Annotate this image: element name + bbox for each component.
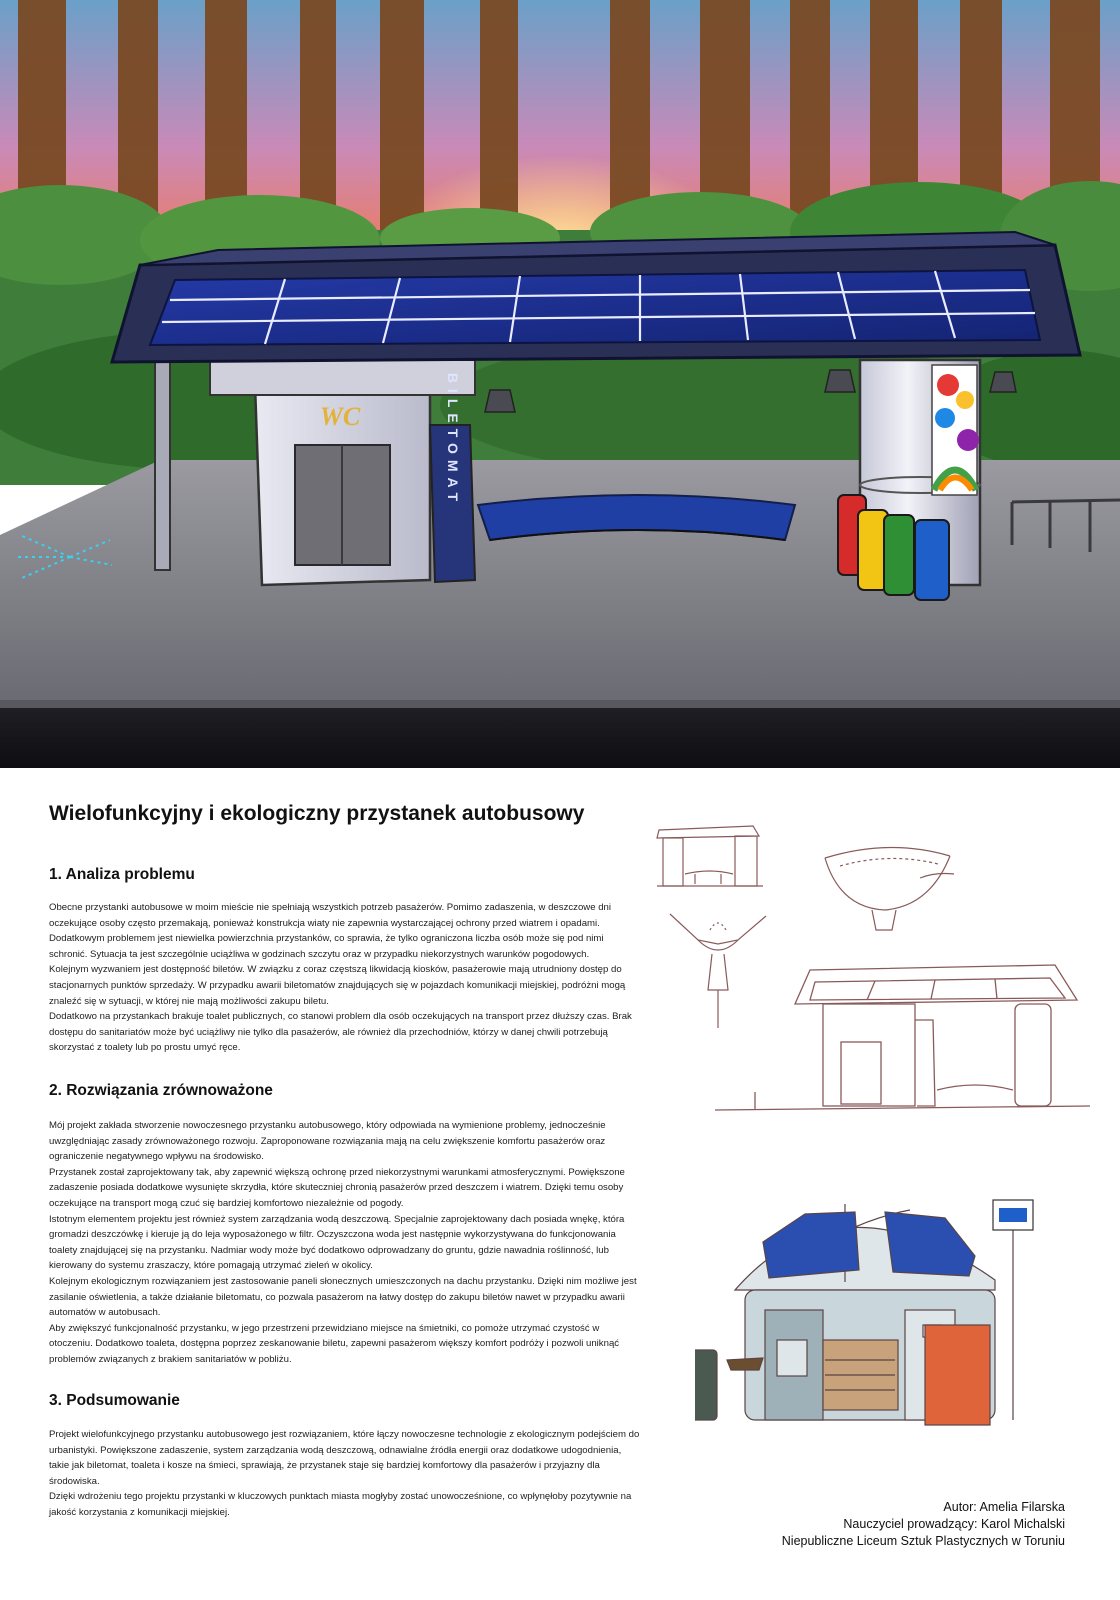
author: Autor: Amelia Filarska — [943, 1500, 1065, 1514]
section-analysis-body — [49, 900, 641, 1056]
credits — [782, 1499, 1065, 1550]
sketch-shelter-small — [655, 822, 765, 894]
document-title: Wielofunkcyjny i ekologiczny przystanek autobusowy — [49, 802, 585, 825]
section-heading-analysis: 1. Analiza problemu — [49, 866, 195, 883]
hero-illustration — [0, 0, 1120, 768]
ticket-machine-label: BILETOMAT — [445, 372, 461, 508]
section-heading-solutions: 2. Rozwiązania zrównoważone — [49, 1082, 273, 1099]
sketch-dome-shelter — [695, 1170, 1070, 1435]
teacher: Nauczyciel prowadzący: Karol Michalski — [843, 1517, 1065, 1531]
sketch-roof-bowl — [820, 838, 960, 938]
solar-roof — [112, 232, 1080, 362]
paragraph: Istotnym elementem projektu jest również system zarządzania wodą deszczową. Specjalnie zaprojektowany dach posiada wnękę, która gromadzi deszczówkę i kieruje ją do leja wyposażonego w filtr. Oczyszczona woda jest następnie wykorzystywana do funkcjonowania toalety znajdującej się na przystanku. Nadmiar wody może być dodatkowo odprowadzany do gruntu, gdzie nawadnia roślinność, lub kierowany do systemu zraszaczy, które pomagają utrzymać zieleń w okolicy. — [49, 1213, 625, 1272]
paragraph: Mój projekt zakłada stworzenie nowoczesnego przystanku autobusowego, który odpowiada na wymienione problemy, jednocześnie uwzględniając zasady zrównoważonego rozwoju. Zaproponowane rozwiązania mają na celu zwiększenie komfortu pasażerów oraz ograniczenie negatywnego wpływu na środowisko. — [49, 1120, 606, 1163]
section-heading-summary: 3. Podsumowanie — [49, 1392, 180, 1409]
school: Niepubliczne Liceum Sztuk Plastycznych w Toruniu — [781, 1534, 1065, 1548]
paragraph: Aby zwiększyć funkcjonalność przystanku, w jego przestrzeni przewidziano miejsce na śmietniki, co pomoże utrzymać czystość w otoczeniu. Dodatkowo toaleta, dostępna poprzez zeskanowanie biletu, zapewni pasażerom większy komfort podróży i pozwoli uniknąć problemów związanych z brakiem sanitariatów w pobliżu. — [49, 1322, 620, 1365]
paragraph: Kolejnym ekologicznym rozwiązaniem jest zastosowanie paneli słonecznych umieszczonych na dachu przystanku. Dzięki nim możliwe jest zasilanie oświetlenia, a także działanie biletomatu, co pozwala pasażerom na łatwy dostęp do zakupu biletów nawet w przypadku awarii automatów w autobusach. — [49, 1275, 637, 1319]
paragraph: Dzięki wdrożeniu tego projektu przystanki w kluczowych punktach miasta mogłyby zostać unowocześnione, co wpłynęłoby pozytywnie na jakość korzystania z komunikacji miejskiej. — [49, 1491, 632, 1518]
paragraph: Projekt wielofunkcyjnego przystanku autobusowego jest rozwiązaniem, które łączy nowoczesne technologie z ekologicznym podejściem do urbanistyki. Powiększone zadaszenie, system zarządzania wodą deszczową, odnawialne źródła energii oraz dodatkowe udogodnienia, takie jak biletomat, toaleta i kosze na śmieci, sprawiają, że przystanek staje się bardziej komfortowy dla pasażerów i przyjazny dla środowiska. — [49, 1429, 640, 1487]
wc-sign: WC — [319, 402, 361, 431]
road — [0, 705, 1120, 768]
paragraph: Dodatkowo na przystankach brakuje toalet publicznych, co stanowi problem dla osób oczekujących na transport przez dłuższy czas. Brak dostępu do sanitariatów może być uciążliwy nie tylko dla pasażerów, ale również dla przechodniów, którzy w danej chwili potrzebują skorzystać z toalety lub po prostu umyć ręce. — [49, 1011, 632, 1054]
shelter-pole — [155, 360, 170, 570]
curb — [0, 700, 1120, 708]
section-summary-body — [49, 1427, 641, 1521]
section-solutions-body — [49, 1118, 641, 1368]
paragraph: Kolejnym wyzwaniem jest dostępność biletów. W związku z coraz częstszą likwidacją kiosków, pasażerowie mają utrudniony dostęp do stacjonarnych punktów sprzedaży. W przypadku awarii biletomatów znajdujących się w pojazdach komunikacji miejskiej, podróżni mogą znaleźć się w sytuacji, w której nie mają możliwości zakupu biletu. — [49, 964, 626, 1007]
sketch-shelter-large — [715, 960, 1090, 1120]
paragraph: Przystanek został zaprojektowany tak, aby zapewnić większą ochronę przed niekorzystnymi warunkami atmosferycznymi. Powiększone zadaszenie posiada dodatkowe wysunięte skrzydła, które skuteczniej chronią pasażerów przed deszczem i wiatrem. Dzięki temu osoby oczekujące na transport mogą czuć się bardziej komfortowo niezależnie od pogody. — [49, 1166, 625, 1209]
paragraph: Obecne przystanki autobusowe w moim mieście nie spełniają wszystkich potrzeb pasażerów. Pomimo zadaszenia, w deszczowe dni oczekujące osoby często przemakają, ponieważ konstrukcja wiaty nie zapewnia wystarczającej ochrony przed wiatrem i opadami. Dodatkowym problemem jest niewielka powierzchnia przystanków, co sprawia, że tylko ograniczona liczba osób może się pod nimi schronić. Sytuacja ta jest szczególnie uciążliwa w godzinach szczytu oraz w przypadku niekorzystnych warunków pogodowych. — [49, 902, 612, 960]
